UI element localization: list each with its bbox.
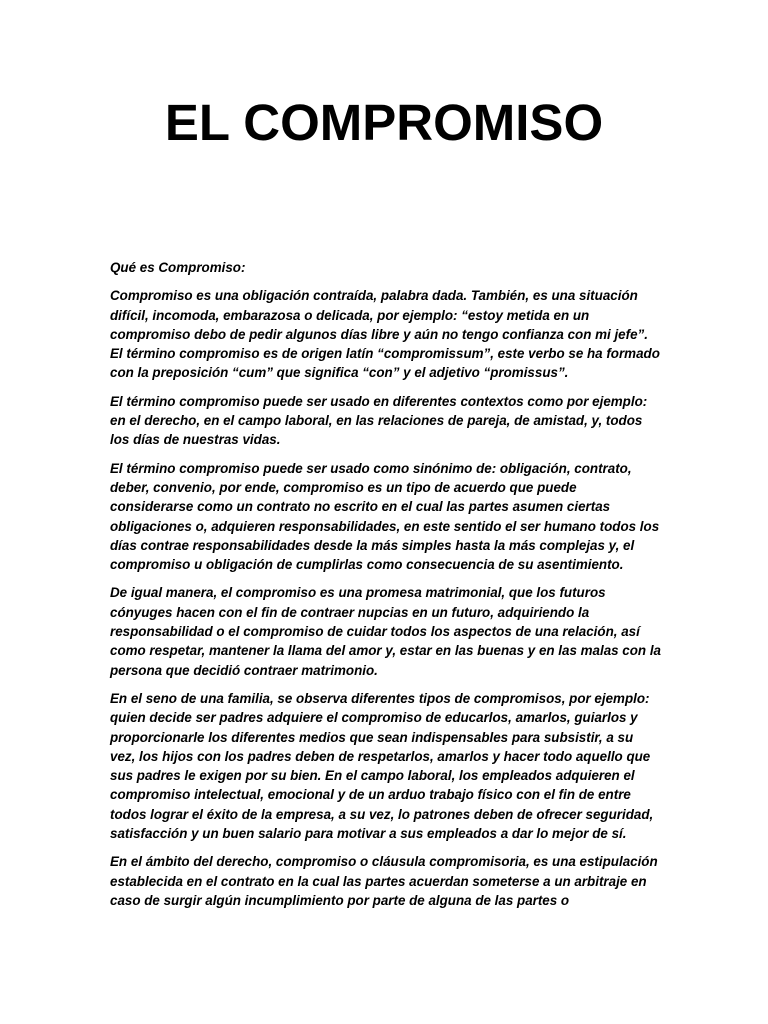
paragraph-contexts: El término compromiso puede ser usado en diferentes contextos como por ejemplo: en el derecho, en el campo laboral, en las relaciones de pareja, de amistad, y, todos los días de nuestras vidas. [110, 393, 648, 448]
paragraph-law: En el ámbito del derecho, compromiso o cláusula compromisoria, es una estipulación establecida en el contrato en la cual las partes acuerdan someterse a un arbitraje en caso de surgir algún incumplimiento por parte de alguna de las partes o [110, 854, 658, 908]
paragraph-synonyms: El término compromiso puede ser usado como sinónimo de: obligación, contrato, deber, convenio, por ende, compromiso es un tipo de acuerdo que puede considerarse como un contrato no escrito en el cual las partes asumen ciertas obligaciones o, adquieren responsabilidades, en este sentido el ser humano todos los días contrae responsabilidades desde la más simples hasta la más complejas y, el compromiso u obligación de cumplirlas como consecuencia de su asentimiento. [110, 460, 660, 573]
paragraph-family-work: En el seno de una familia, se observa diferentes tipos de compromisos, por ejemplo: quien decide ser padres adquiere el compromiso de educarlos, amarlos, guiarlos y proporcionarle los diferentes medios que sean indispensables para subsistir, a su vez, los hijos con los padres deben de respetarlos, amarlos y hacer todo aquello que sus padres le exigen por su bien. En el campo laboral, los empleados adquieren el compromiso intelectual, emocional y de un arduo trabajo físico con el fin de entre todos lograr el éxito de la empresa, a su vez, lo patrones deben de ofrecer seguridad, satisfacción y un buen salario para motivar a sus empleados a dar lo mejor de sí. [110, 690, 654, 842]
paragraph-marriage: De igual manera, el compromiso es una promesa matrimonial, que los futuros cónyuges hacen con el fin de contraer nupcias en un futuro, adquiriendo la responsabilidad o el compromiso de cuidar todos los aspectos de una relación, así como respetar, mantener la llama del amor y, estar en las buenas y en las malas con la persona que decidió contraer matrimonio. [110, 585, 662, 678]
document-body [110, 258, 662, 919]
section-heading: Qué es Compromiso: [110, 260, 246, 275]
document-title: EL COMPROMISO [164, 94, 604, 151]
paragraph-definition: Compromiso es una obligación contraída, palabra dada. También, es una situación difícil, incomoda, embarazosa o delicada, por ejemplo: “estoy metida en un compromiso debo de pedir algunos días libre y aún no tengo confianza con mi jefe”. El término compromiso es de origen latín “compromissum”, este verbo se ha formado con la preposición “cum” que significa “con” y el adjetivo “promissus”. [110, 288, 660, 381]
